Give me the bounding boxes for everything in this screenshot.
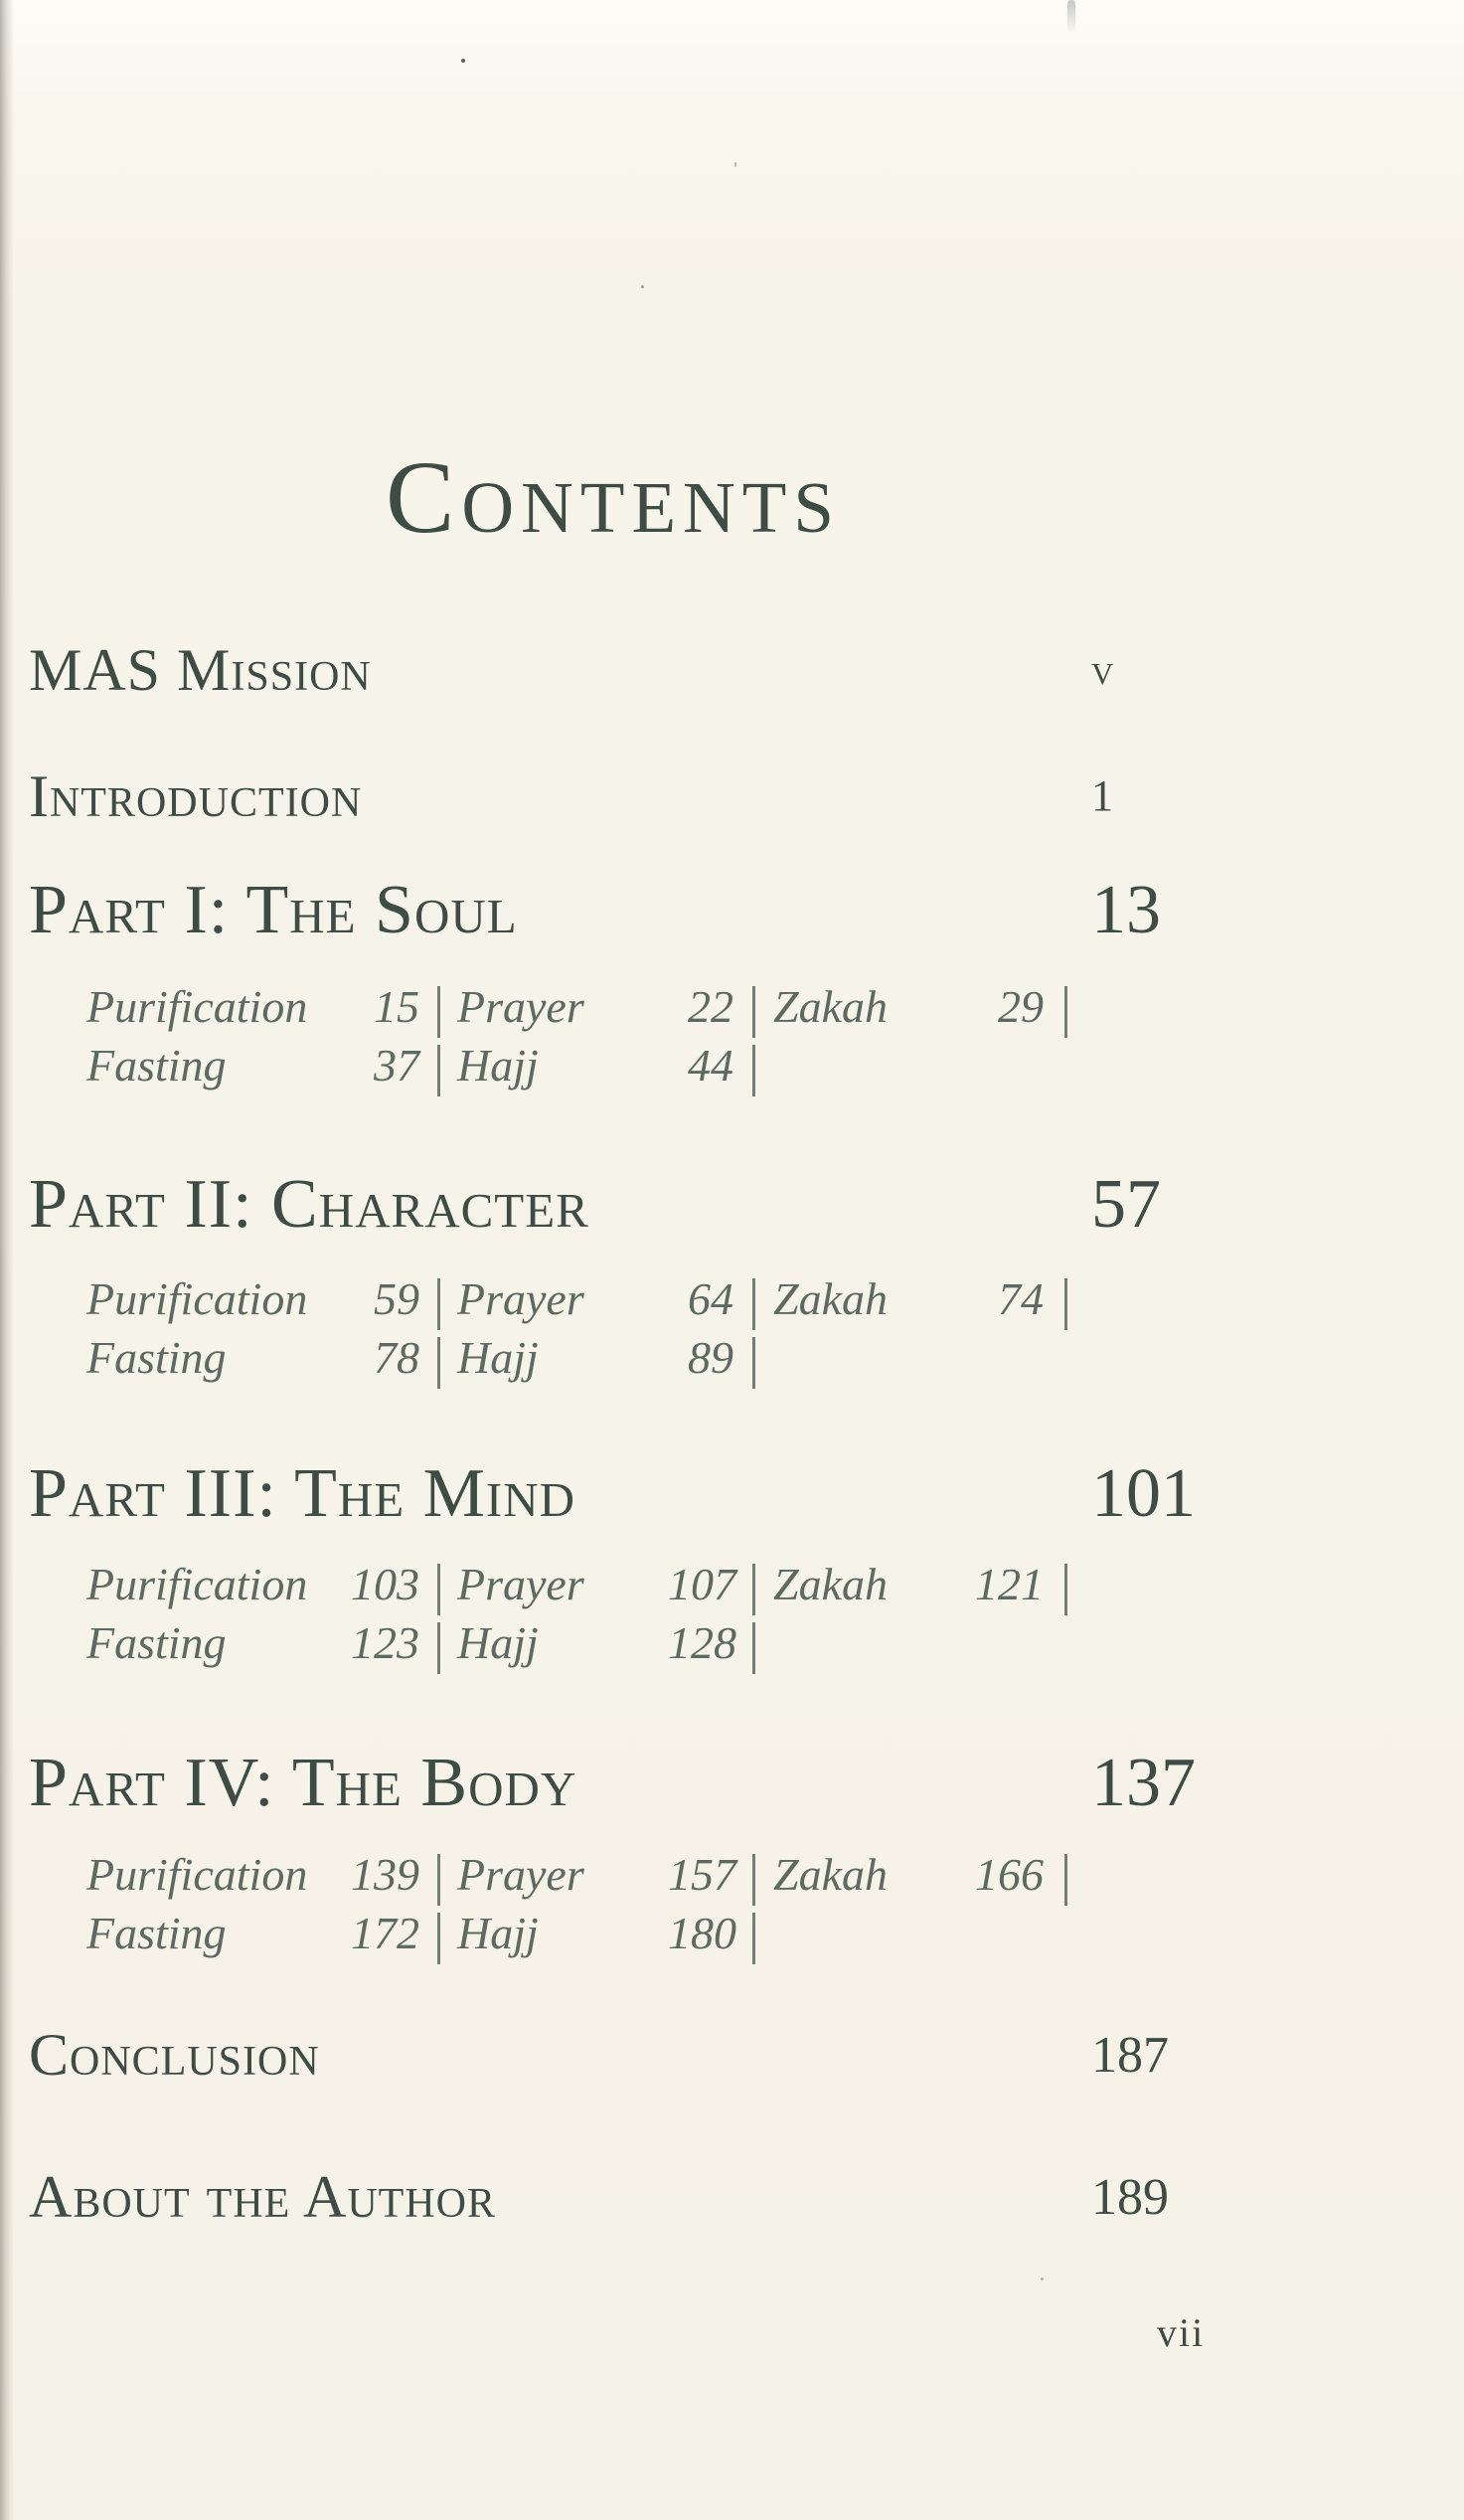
toc-entry-label: Part I: The Soul xyxy=(29,872,518,948)
section-divider xyxy=(419,1271,457,1330)
section-page: 172 xyxy=(351,1908,419,1958)
section-label: Purification xyxy=(86,1849,308,1900)
section-label: Zakah xyxy=(773,1273,888,1324)
section-divider xyxy=(1044,1557,1088,1615)
toc-part-sections xyxy=(86,979,1088,1096)
section-page: 29 xyxy=(998,981,1044,1032)
section-label: Prayer xyxy=(457,1849,584,1900)
section-divider xyxy=(733,1906,773,1964)
page-title: Contents xyxy=(386,440,841,555)
scan-speck xyxy=(734,162,736,167)
scan-speck xyxy=(1041,2277,1044,2280)
section-divider xyxy=(733,1847,773,1906)
section-divider xyxy=(419,1615,457,1674)
section-page: 103 xyxy=(351,1559,419,1609)
scan-speck xyxy=(641,285,644,288)
section-page: 22 xyxy=(688,981,733,1032)
section-page: 89 xyxy=(688,1332,733,1383)
section-label: Fasting xyxy=(86,1040,227,1091)
toc-part-sections xyxy=(86,1271,1088,1389)
section-label: Fasting xyxy=(86,1332,227,1383)
section-label: Prayer xyxy=(457,1559,584,1609)
toc-entry-label: About the Author xyxy=(29,2164,496,2230)
section-label: Purification xyxy=(86,1273,308,1324)
toc-entry-page: 13 xyxy=(1091,872,1161,948)
section-page: 166 xyxy=(975,1849,1044,1900)
section-divider xyxy=(419,1906,457,1964)
section-page: 15 xyxy=(374,981,419,1032)
toc-entry-page: 187 xyxy=(1091,2027,1169,2084)
section-label: Zakah xyxy=(773,1849,888,1900)
section-label: Hajj xyxy=(457,1040,539,1091)
section-divider xyxy=(1044,1271,1088,1330)
section-divider xyxy=(419,1330,457,1389)
folio-page-number: vii xyxy=(1157,2310,1206,2355)
toc-entry-page: 1 xyxy=(1091,771,1113,820)
scan-speck xyxy=(461,59,465,63)
section-page: 121 xyxy=(975,1559,1044,1609)
section-page: 107 xyxy=(668,1559,736,1609)
section-label: Fasting xyxy=(86,1908,227,1958)
section-label: Purification xyxy=(86,981,308,1032)
section-divider xyxy=(419,1557,457,1615)
section-label: Prayer xyxy=(457,1273,584,1324)
section-divider xyxy=(419,1038,457,1096)
toc-entry-page: 189 xyxy=(1091,2169,1169,2226)
section-page: 44 xyxy=(688,1040,733,1091)
section-divider xyxy=(1044,1847,1088,1906)
section-label: Purification xyxy=(86,1559,308,1609)
section-page: 139 xyxy=(351,1849,419,1900)
section-divider xyxy=(419,979,457,1038)
section-divider xyxy=(733,1271,773,1330)
toc-entry-label: Conclusion xyxy=(29,2022,320,2088)
section-label: Prayer xyxy=(457,981,584,1032)
scan-smudge xyxy=(1067,0,1075,34)
section-divider xyxy=(419,1847,457,1906)
section-divider xyxy=(733,1615,773,1674)
toc-entry-label: Introduction xyxy=(29,763,363,829)
toc-entry-page: v xyxy=(1091,645,1114,694)
section-page: 59 xyxy=(374,1273,419,1324)
toc-part-sections xyxy=(86,1847,1088,1964)
section-divider xyxy=(733,979,773,1038)
section-divider xyxy=(733,1038,773,1096)
toc-entry-page: 137 xyxy=(1091,1745,1196,1821)
section-label: Zakah xyxy=(773,981,888,1032)
section-divider xyxy=(733,1557,773,1615)
section-page: 180 xyxy=(668,1908,736,1958)
section-page: 78 xyxy=(374,1332,419,1383)
toc-entry-label: Part II: Character xyxy=(29,1166,589,1243)
section-page: 64 xyxy=(688,1273,733,1324)
section-page: 123 xyxy=(351,1617,419,1668)
toc-entry-page: 101 xyxy=(1091,1455,1196,1532)
section-page: 128 xyxy=(668,1617,736,1668)
section-divider xyxy=(733,1330,773,1389)
toc-entry-page: 57 xyxy=(1091,1166,1161,1243)
section-label: Hajj xyxy=(457,1617,539,1668)
section-label: Hajj xyxy=(457,1908,539,1958)
toc-entry-label: Part III: The Mind xyxy=(29,1455,576,1532)
section-page: 157 xyxy=(668,1849,736,1900)
section-page: 37 xyxy=(374,1040,419,1091)
scan-left-edge-shadow xyxy=(0,0,14,2520)
section-page: 74 xyxy=(998,1273,1044,1324)
section-divider xyxy=(1044,979,1088,1038)
toc-entry-label: MAS Mission xyxy=(29,637,372,703)
section-label: Fasting xyxy=(86,1617,227,1668)
toc-entry-label: Part IV: The Body xyxy=(29,1745,577,1821)
section-label: Zakah xyxy=(773,1559,888,1609)
toc-part-sections xyxy=(86,1557,1088,1674)
section-label: Hajj xyxy=(457,1332,539,1383)
